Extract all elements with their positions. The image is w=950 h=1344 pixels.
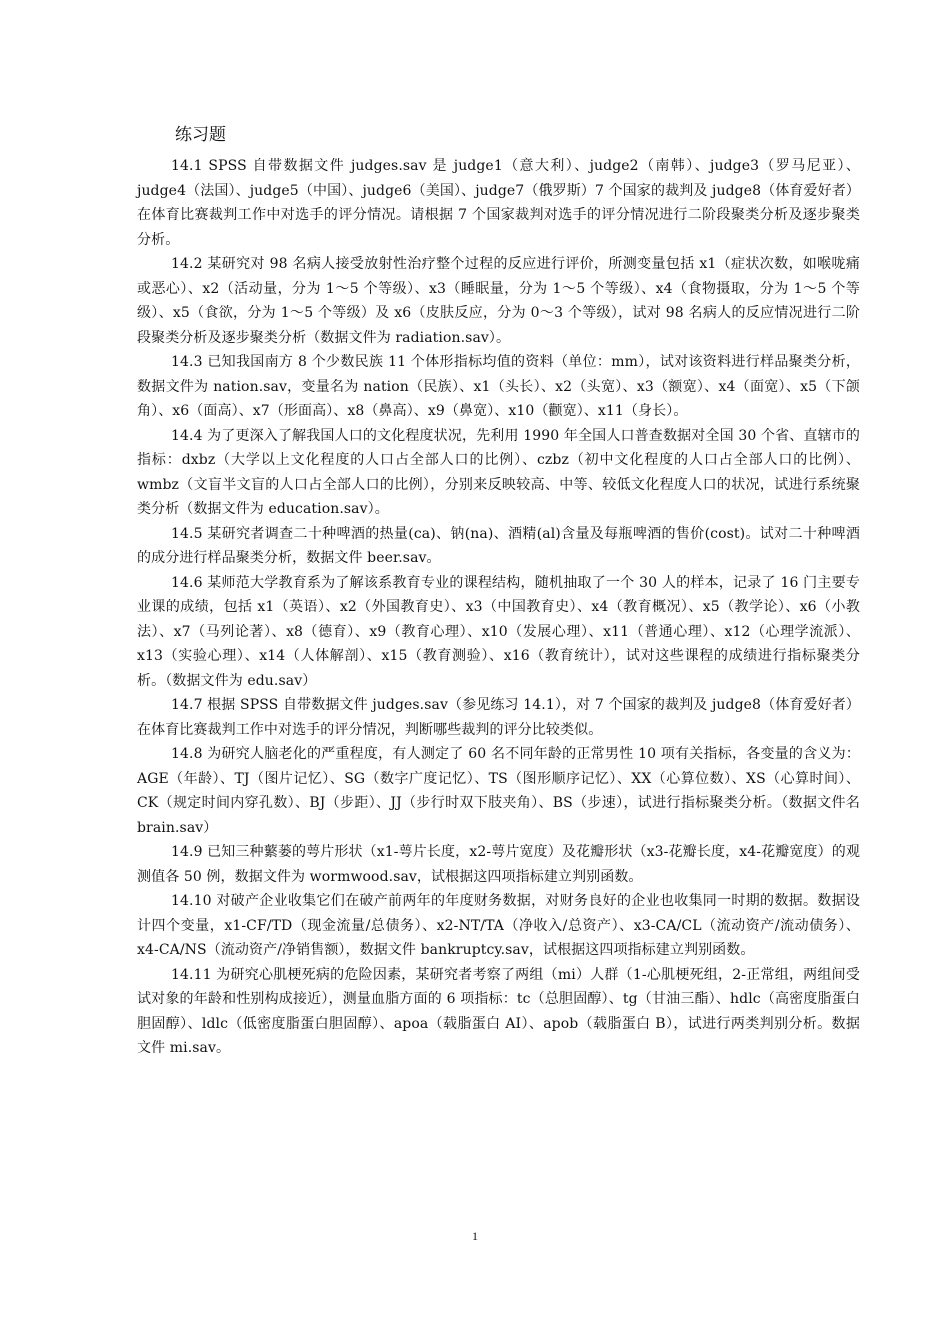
- exercise-14-3: 14.3 已知我国南方 8 个少数民族 11 个体形指标均值的资料（单位：mm），试对该资料进行样品聚类分析，数据文件为 nation.sav，变量名为 nation（民族）、x1（头长）、x2（头宽）、x3（额宽）、x4（面宽）、x5（下颌角）、x6（面高）、x7（形面高）、x8（鼻高）、x9（鼻宽）、x10（颧宽）、x11（身长）。: [137, 354, 860, 419]
- exercise-14-1: 14.1 SPSS 自带数据文件 judges.sav 是 judge1（意大利）、judge2（南韩）、judge3（罗马尼亚）、judge4（法国）、judge5（中国）、judge6（美国）、judge7（俄罗斯）7 个国家的裁判及 judge8（体育爱好者）在体育比赛裁判工作中对选手的评分情况。请根据 7 个国家裁判对选手的评分情况进行二阶段聚类分析及逐步聚类分析。: [137, 158, 860, 248]
- exercise-title: 练习题: [175, 125, 226, 145]
- exercise-14-8: 14.8 为研究人脑老化的严重程度，有人测定了 60 名不同年龄的正常男性 10 项有关指标，各变量的含义为：AGE（年龄）、TJ（图片记忆）、SG（数字广度记忆）、TS（图形顺序记忆）、XX（心算位数）、XS（心算时间）、CK（规定时间内穿孔数）、BJ（步距）、JJ（步行时双下肢夹角）、BS（步速），试进行指标聚类分析。（数据文件名 brain.sav）: [137, 746, 860, 836]
- exercise-14-9: 14.9 已知三种蘩蒌的萼片形状（x1-萼片长度，x2-萼片宽度）及花瓣形状（x3-花瓣长度，x4-花瓣宽度）的观测值各 50 例，数据文件为 wormwood.sav，试根据这四项指标建立判别函数。: [137, 844, 860, 885]
- exercise-14-6: 14.6 某师范大学教育系为了解该系教育专业的课程结构，随机抽取了一个 30 人的样本，记录了 16 门主要专业课的成绩，包括 x1（英语）、x2（外国教育史）、x3（中国教育史）、x4（教育概况）、x5（教学论）、x6（小教法）、x7（马列论著）、x8（德育）、x9（教育心理）、x10（发展心理）、x11（普通心理）、x12（心理学流派）、x13（实验心理）、x14（人体解剖）、x15（教育测验）、x16（教育统计），试对这些课程的成绩进行指标聚类分析。（数据文件为 edu.sav）: [137, 574, 860, 689]
- exercise-14-7: 14.7 根据 SPSS 自带数据文件 judges.sav（参见练习 14.1），对 7 个国家的裁判及 judge8（体育爱好者）在体育比赛裁判工作中对选手的评分情况，判断哪些裁判的评分比较类似。: [137, 697, 860, 738]
- exercise-14-10: 14.10 对破产企业收集它们在破产前两年的年度财务数据，对财务良好的企业也收集同一时期的数据。数据设计四个变量，x1-CF/TD（现金流量/总债务）、x2-NT/TA（净收入/总资产）、x3-CA/CL（流动资产/流动债务）、x4-CA/NS（流动资产/净销售额），数据文件 bankruptcy.sav，试根据这四项指标建立判别函数。: [137, 893, 860, 958]
- document-body: [137, 122, 860, 1061]
- exercise-14-2: 14.2 某研究对 98 名病人接受放射性治疗整个过程的反应进行评价，所测变量包括 x1（症状次数，如喉咙痛或恶心）、x2（活动量，分为 1～5 个等级）、x3（睡眠量，分为 1～5 个等级）、x4（食物摄取，分为 1～5 个等级）、x5（食欲，分为 1～5 个等级）及 x6（皮肤反应，分为 0～3 个等级），试对 98 名病人的反应情况进行二阶段聚类分析及逐步聚类分析（数据文件为 radiation.sav）。: [137, 256, 860, 346]
- page-number: 1: [472, 1229, 478, 1243]
- exercise-14-11: 14.11 为研究心肌梗死病的危险因素，某研究者考察了两组（mi）人群（1-心肌梗死组，2-正常组，两组间受试对象的年龄和性别构成接近），测量血脂方面的 6 项指标：tc（总胆固醇）、tg（甘油三酯）、hdlc（高密度脂蛋白胆固醇）、ldlc（低密度脂蛋白胆固醇）、apoa（载脂蛋白 AI）、apob（载脂蛋白 B），试进行两类判别分析。数据文件 mi.sav。: [137, 966, 860, 1056]
- exercise-14-5: 14.5 某研究者调查二十种啤酒的热量(ca)、钠(na)、酒精(al)含量及每瓶啤酒的售价(cost)。试对二十种啤酒的成分进行样品聚类分析，数据文件 beer.sav。: [137, 525, 860, 566]
- exercise-14-4: 14.4 为了更深入了解我国人口的文化程度状况，先利用 1990 年全国人口普查数据对全国 30 个省、直辖市的指标：dxbz（大学以上文化程度的人口占全部人口的比例）、czbz（初中文化程度的人口占全部人口的比例）、wmbz（文盲半文盲的人口占全部人口的比例），分别来反映较高、中等、较低文化程度人口的状况，试进行系统聚类分析（数据文件为 education.sav）。: [137, 427, 860, 517]
